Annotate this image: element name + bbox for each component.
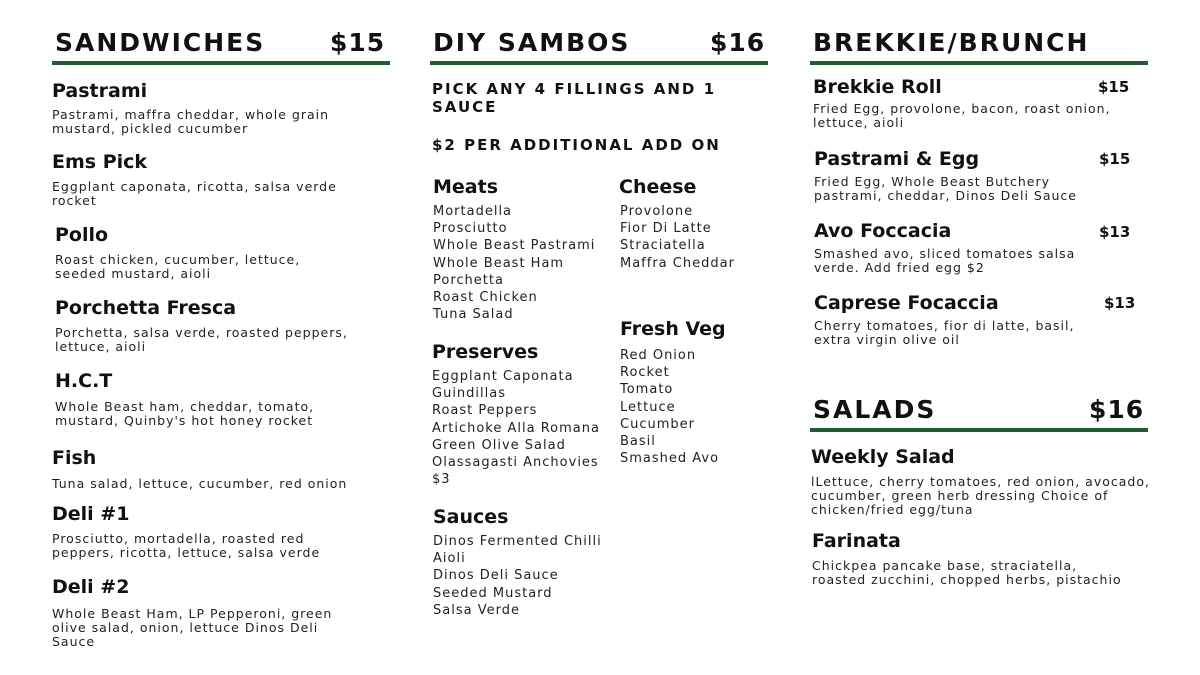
diy-instructions: PICK ANY 4 FILLINGS AND 1 SAUCE xyxy=(432,80,717,116)
item-description: Whole Beast ham, cheddar, tomato, mustard, Quinby's hot honey rocket xyxy=(55,399,315,428)
fresh-veg-list xyxy=(620,347,719,467)
list-item: Roast Peppers xyxy=(432,403,538,419)
list-item: Mortadella xyxy=(433,204,513,219)
item-name: Weekly Salad xyxy=(811,446,955,468)
item-price: $13 xyxy=(1104,294,1136,312)
list-item: Eggplant Caponata xyxy=(432,369,574,384)
item-description: Cherry tomatoes, fior di latte, basil, extra virgin olive oil xyxy=(814,318,1075,347)
list-item: Tuna Salad xyxy=(433,307,514,323)
item-name: Pastrami & Egg xyxy=(814,148,980,170)
item-description: Prosciutto, mortadella, roasted red peppers, ricotta, lettuce, salsa verde xyxy=(52,531,321,560)
item-description: Whole Beast Ham, LP Pepperoni, green olive salad, onion, lettuce Dinos Deli Sauce xyxy=(52,606,333,649)
diy-price: $16 xyxy=(710,28,766,57)
item-description: Pastrami, maffra cheddar, whole grain mustard, pickled cucumber xyxy=(52,107,330,136)
item-description: Eggplant caponata, ricotta, salsa verde rocket xyxy=(52,179,337,208)
list-item: Salsa Verde xyxy=(433,602,520,618)
preserves-heading: Preserves xyxy=(432,341,539,363)
item-price: $13 xyxy=(1099,223,1131,241)
item-name: Fish xyxy=(52,447,97,469)
item-description: Chickpea pancake base, straciatella, roasted zucchini, chopped herbs, pistachio xyxy=(812,558,1122,587)
item-name: Farinata xyxy=(812,530,901,552)
item-price: $15 xyxy=(1099,150,1131,168)
list-item: Provolone xyxy=(620,204,694,219)
list-item: Prosciutto xyxy=(433,221,508,237)
sandwiches-title: SANDWICHES xyxy=(55,28,266,57)
list-item: Dinos Fermented Chilli xyxy=(433,534,602,549)
meats-list xyxy=(433,203,595,323)
list-item: Cucumber xyxy=(620,416,695,432)
item-name: Brekkie Roll xyxy=(813,76,942,98)
item-name: Avo Foccacia xyxy=(814,220,952,242)
list-item: Roast Chicken xyxy=(433,290,538,306)
list-item: Basil xyxy=(620,434,656,450)
item-description: Fried Egg, provolone, bacon, roast onion, lettuce, aioli xyxy=(813,101,1111,130)
item-description: Porchetta, salsa verde, roasted peppers, lettuce, aioli xyxy=(55,325,348,354)
salads-divider xyxy=(810,428,1148,432)
diy-addon-note: $2 PER ADDITIONAL ADD ON xyxy=(432,136,721,154)
list-item: Lettuce xyxy=(620,399,676,415)
sauces-heading: Sauces xyxy=(433,506,509,528)
list-item: Guindillas xyxy=(432,386,506,402)
cheese-heading: Cheese xyxy=(619,176,697,198)
meats-heading: Meats xyxy=(433,176,499,198)
list-item: Whole Beast Pastrami xyxy=(433,238,596,254)
sauces-list xyxy=(433,533,602,619)
preserves-list xyxy=(432,368,600,488)
list-item: Tomato xyxy=(620,382,674,398)
list-item: Artichoke Alla Romana xyxy=(432,420,600,436)
list-item: Smashed Avo xyxy=(620,451,720,467)
fresh-veg-heading: Fresh Veg xyxy=(620,318,726,340)
item-description: Roast chicken, cucumber, lettuce, seeded mustard, aioli xyxy=(55,252,301,281)
list-item: Fior Di Latte xyxy=(620,221,712,237)
sandwiches-price: $15 xyxy=(330,28,386,57)
sandwiches-divider xyxy=(52,61,390,65)
item-name: Porchetta Fresca xyxy=(55,297,237,319)
brekkie-title: BREKKIE/BRUNCH xyxy=(813,28,1090,57)
item-name: Ems Pick xyxy=(52,151,148,173)
item-name: Pollo xyxy=(55,224,109,246)
item-name: Pastrami xyxy=(52,80,148,102)
salads-price: $16 xyxy=(1089,395,1145,424)
list-item: Dinos Deli Sauce xyxy=(433,568,559,584)
list-item: Aioli xyxy=(433,551,466,567)
list-item: Olassagasti Anchovies xyxy=(432,455,599,471)
list-item: Rocket xyxy=(620,365,670,381)
item-description: Smashed avo, sliced tomatoes salsa verde. Add fried egg $2 xyxy=(814,246,1076,275)
item-name: Deli #2 xyxy=(52,576,130,598)
item-description: Fried Egg, Whole Beast Butchery pastrami, cheddar, Dinos Deli Sauce xyxy=(814,174,1077,203)
item-description: lLettuce, cherry tomatoes, red onion, avocado, cucumber, green herb dressing Choice of chicken/fried egg/tuna xyxy=(811,474,1150,517)
item-price: $15 xyxy=(1098,78,1130,96)
list-item: Red Onion xyxy=(620,348,697,363)
diy-title: DIY SAMBOS xyxy=(433,28,631,57)
item-description: Tuna salad, lettuce, cucumber, red onion xyxy=(52,476,348,491)
list-item: $3 xyxy=(432,472,451,488)
item-name: Caprese Focaccia xyxy=(814,292,999,314)
diy-divider xyxy=(430,61,768,65)
item-name: Deli #1 xyxy=(52,503,130,525)
cheese-list xyxy=(620,203,735,272)
item-name: H.C.T xyxy=(55,370,113,392)
list-item: Porchetta xyxy=(433,272,504,288)
list-item: Maffra Cheddar xyxy=(620,255,735,271)
list-item: Seeded Mustard xyxy=(433,585,553,601)
list-item: Green Olive Salad xyxy=(432,437,566,453)
brekkie-divider xyxy=(810,61,1148,65)
list-item: Whole Beast Ham xyxy=(433,255,565,271)
list-item: Straciatella xyxy=(620,238,706,254)
salads-title: SALADS xyxy=(813,395,937,424)
